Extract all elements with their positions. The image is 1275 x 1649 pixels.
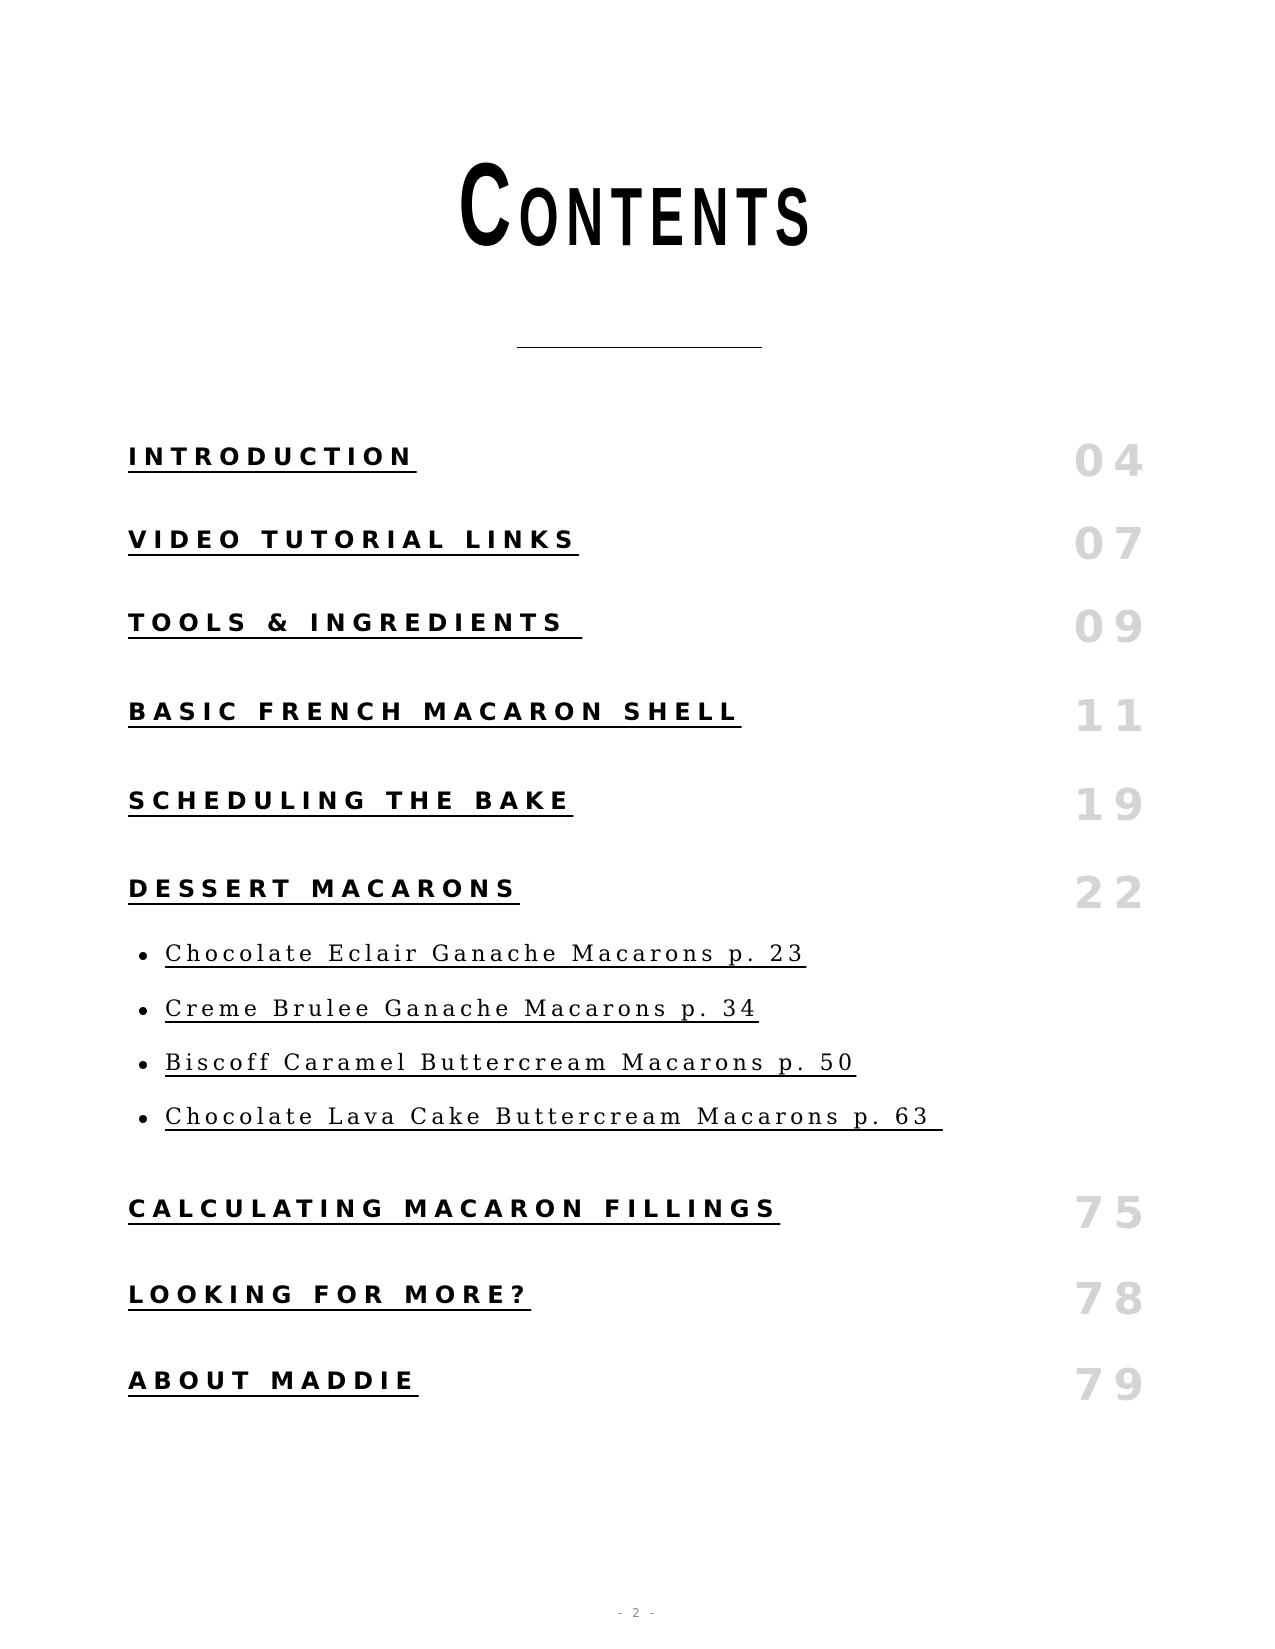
bullet-icon bbox=[139, 1007, 147, 1015]
toc-link-looking-for-more[interactable]: LOOKING FOR MORE? bbox=[128, 1281, 532, 1309]
toc-page-number: 09 bbox=[1073, 602, 1153, 653]
toc-page-number: 04 bbox=[1073, 436, 1153, 487]
toc-entry-basic-french-macaron-shell[interactable] bbox=[128, 691, 1153, 757]
toc-entry-about-maddie[interactable] bbox=[128, 1360, 1153, 1426]
sub-link-chocolate-eclair[interactable]: Chocolate Eclair Ganache Macarons p. 23 bbox=[165, 942, 807, 967]
title-divider bbox=[517, 347, 762, 348]
toc-link-video-tutorial-links[interactable]: VIDEO TUTORIAL LINKS bbox=[128, 526, 580, 554]
bullet-icon bbox=[139, 1115, 147, 1123]
toc-page-number: 75 bbox=[1073, 1188, 1153, 1239]
toc-entry-tools-ingredients[interactable] bbox=[128, 602, 1153, 668]
page-title: Contents bbox=[458, 139, 817, 271]
toc-link-calculating-macaron-fillings[interactable]: CALCULATING MACARON FILLINGS bbox=[128, 1195, 781, 1223]
toc-entry-calculating-macaron-fillings[interactable] bbox=[128, 1188, 1153, 1254]
sub-link-chocolate-lava-cake[interactable]: Chocolate Lava Cake Buttercream Macarons p. 63 bbox=[165, 1105, 943, 1130]
toc-link-scheduling-the-bake[interactable]: SCHEDULING THE BAKE bbox=[128, 787, 574, 815]
toc-page-number: 79 bbox=[1073, 1360, 1153, 1411]
toc-entry-introduction[interactable] bbox=[128, 436, 1153, 502]
toc-link-basic-french-macaron-shell[interactable]: BASIC FRENCH MACARON SHELL bbox=[128, 698, 742, 726]
page-number-footer: - 2 - bbox=[618, 1606, 657, 1620]
toc-link-about-maddie[interactable]: ABOUT MADDIE bbox=[128, 1367, 419, 1395]
toc-page-number: 78 bbox=[1073, 1274, 1153, 1325]
toc-entry-looking-for-more[interactable] bbox=[128, 1274, 1153, 1340]
toc-entry-scheduling-the-bake[interactable] bbox=[128, 780, 1153, 846]
sub-link-biscoff-caramel[interactable]: Biscoff Caramel Buttercream Macarons p. 50 bbox=[165, 1051, 857, 1076]
sub-link-creme-brulee[interactable]: Creme Brulee Ganache Macarons p. 34 bbox=[165, 997, 759, 1022]
toc-page-number: 07 bbox=[1073, 519, 1153, 570]
toc-page-number: 22 bbox=[1073, 868, 1153, 919]
bullet-icon bbox=[139, 1061, 147, 1069]
toc-link-introduction[interactable]: INTRODUCTION bbox=[128, 443, 417, 471]
bullet-icon bbox=[139, 952, 147, 960]
toc-link-tools-ingredients[interactable]: TOOLS & INGREDIENTS bbox=[128, 609, 583, 637]
toc-page-number: 19 bbox=[1073, 780, 1153, 831]
toc-entry-dessert-macarons[interactable] bbox=[128, 868, 1153, 934]
toc-link-dessert-macarons[interactable]: DESSERT MACARONS bbox=[128, 875, 521, 903]
toc-page-number: 11 bbox=[1073, 691, 1153, 742]
toc-entry-video-tutorial-links[interactable] bbox=[128, 519, 1153, 585]
